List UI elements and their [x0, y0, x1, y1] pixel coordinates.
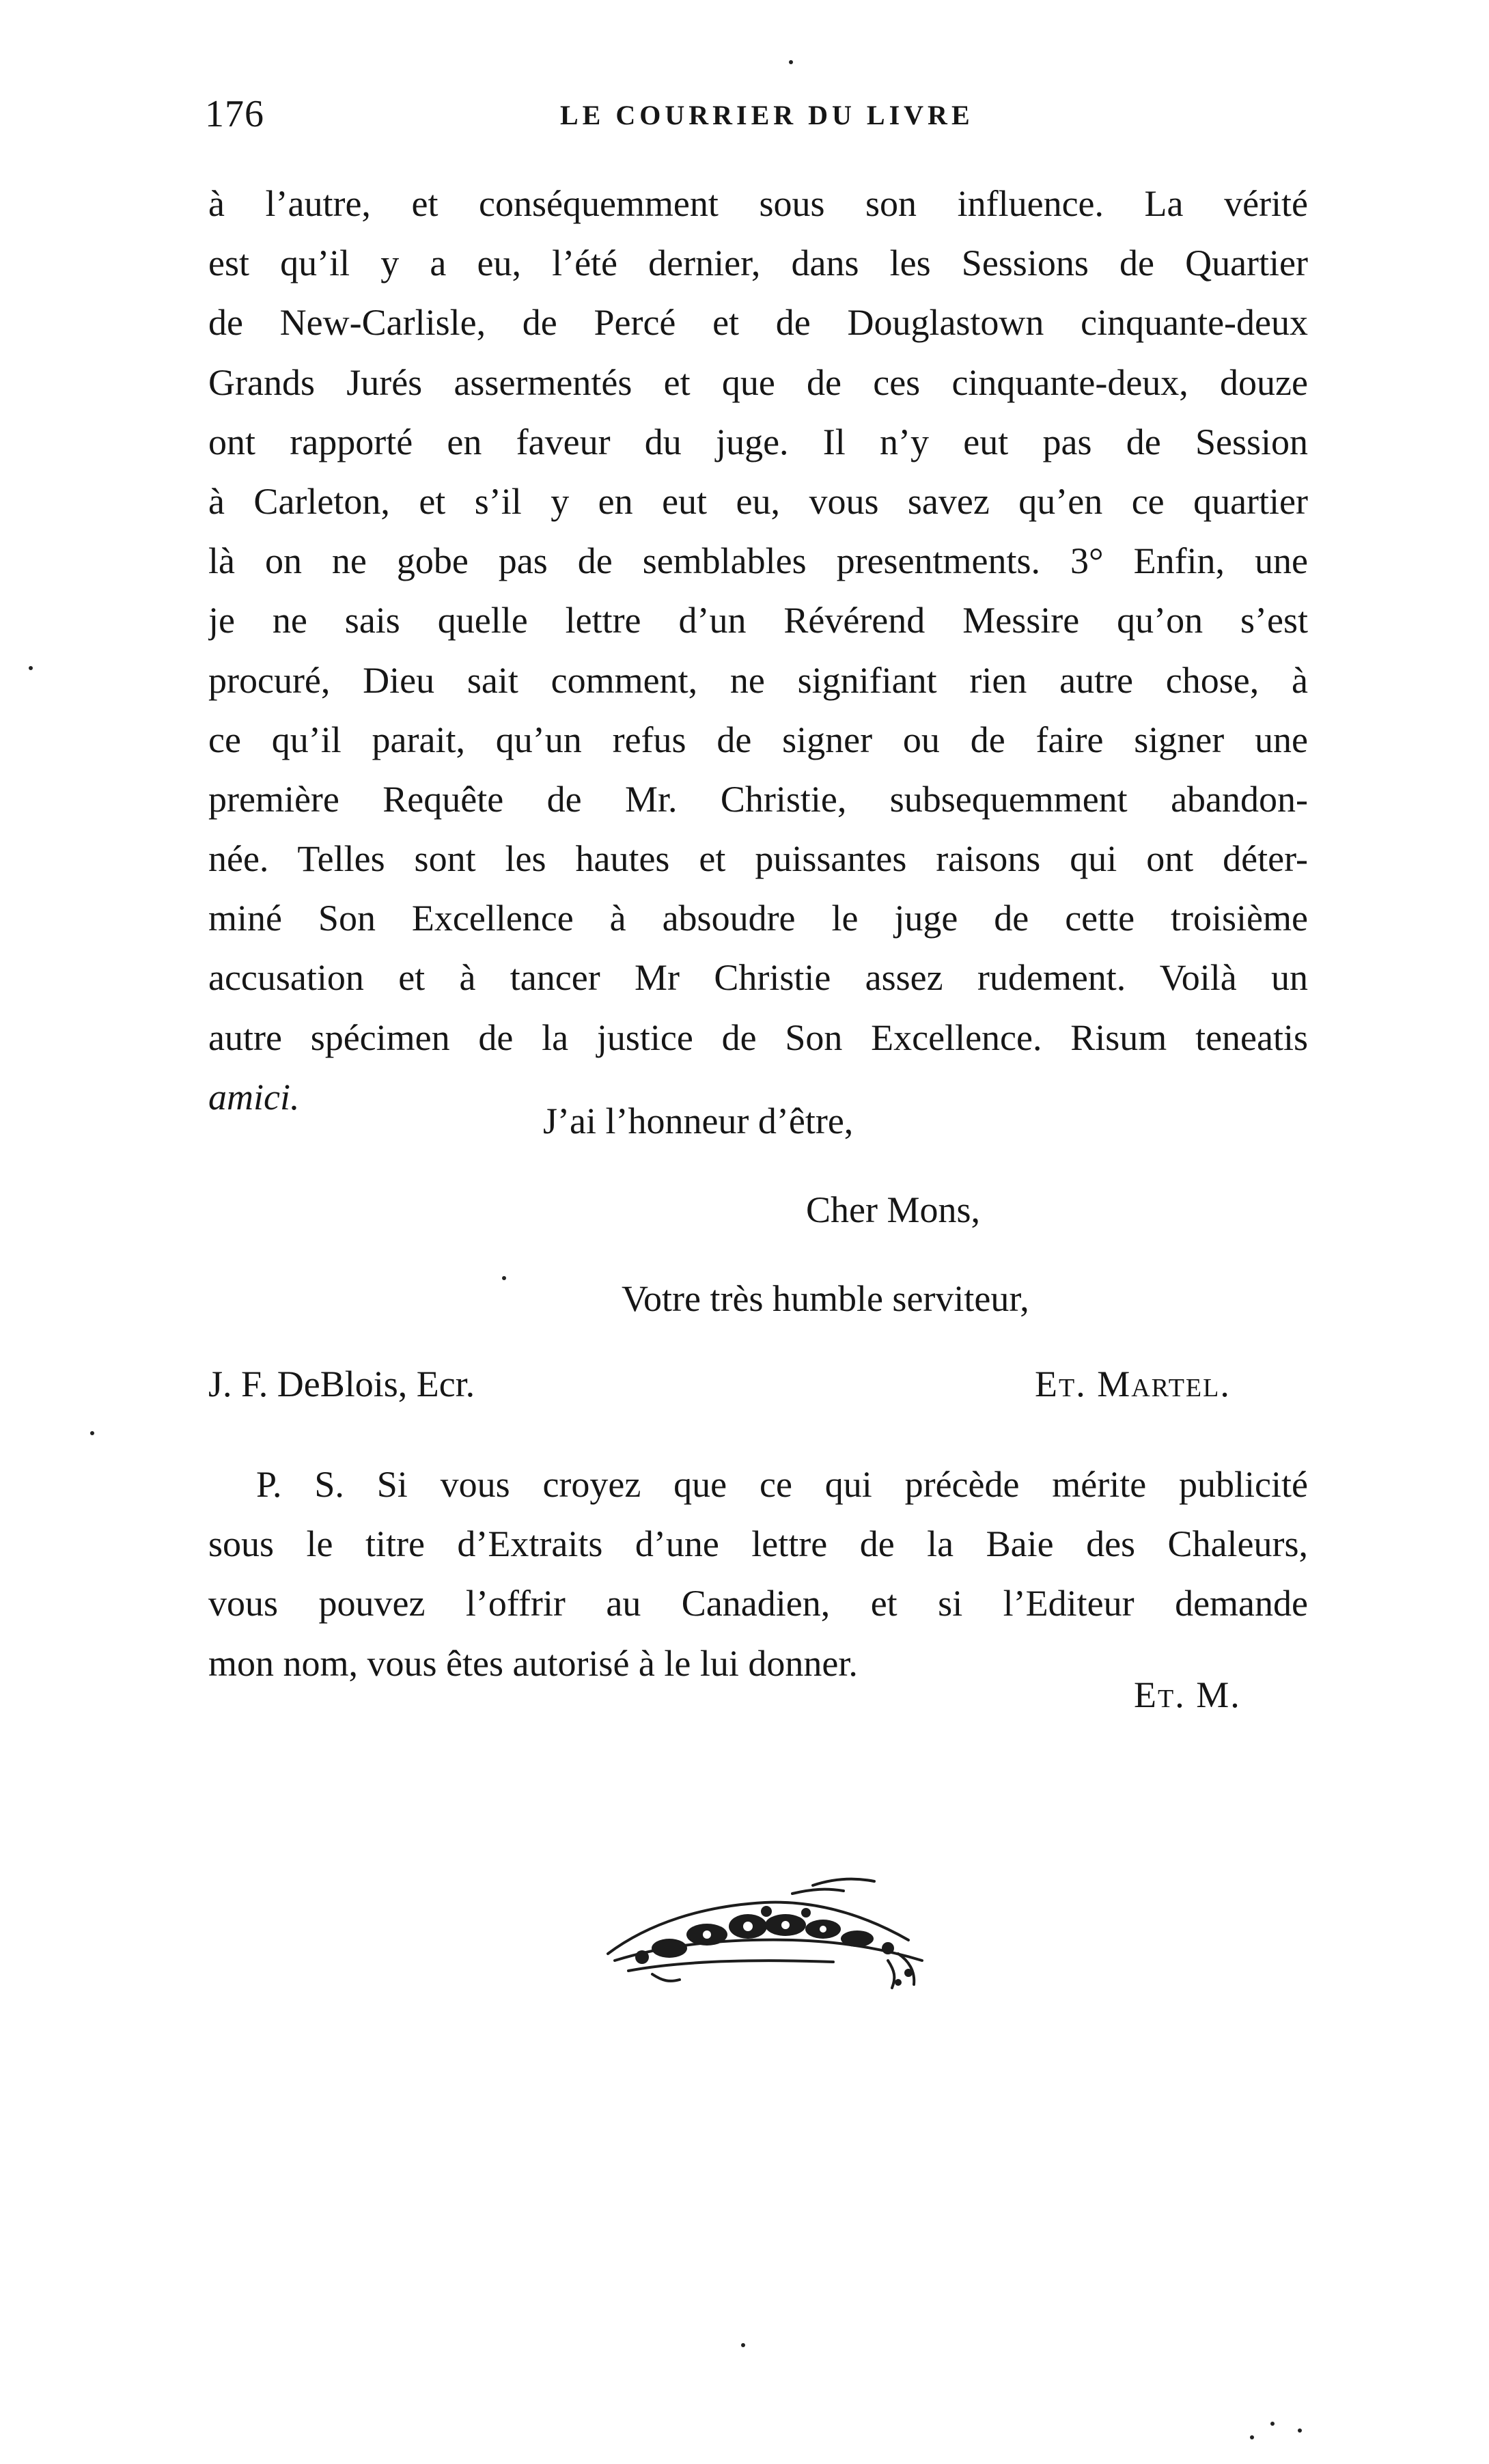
print-speck [1298, 2428, 1302, 2433]
running-title: LE COURRIER DU LIVRE [560, 100, 974, 130]
body-line: accusation et à tancer Mr Christie assez rudement. Voilà un [208, 957, 1308, 999]
postscript-line: P. S. Si vous croyez que ce qui précède mérite publicité [256, 1464, 1308, 1505]
print-speck [29, 666, 33, 670]
body-line: à l’autre, et conséquemment sous son influence. La vérité [208, 183, 1308, 224]
body-line: est qu’il y a eu, l’été dernier, dans les Sessions de Quartier [208, 243, 1308, 284]
body-line: amici. [208, 1076, 300, 1118]
signature: Et. Martel. [1035, 1363, 1231, 1404]
postscript-line: mon nom, vous êtes autorisé à le lui donner. [208, 1642, 858, 1684]
print-speck [1270, 2422, 1275, 2426]
closing-servant: Votre très humble serviteur, [622, 1278, 1029, 1319]
body-line: de New-Carlisle, de Percé et de Douglastown cinquante-deux [208, 302, 1308, 344]
body-line: à Carleton, et s’il y en eut eu, vous savez qu’en ce quartier [208, 480, 1308, 522]
postscript [208, 1455, 1308, 1693]
page-number: 176 [205, 93, 264, 135]
postscript-line: sous le titre d’Extraits d’une lettre de la Baie des Chaleurs, [208, 1523, 1308, 1565]
print-speck [1250, 2435, 1254, 2439]
letter-body [208, 174, 1308, 1127]
body-line: là on ne gobe pas de semblables presentments. 3° Enfin, une [208, 540, 1308, 582]
floral-ornament-icon [587, 1858, 943, 1995]
print-speck [789, 60, 793, 64]
body-line: ont rapporté en faveur du juge. Il n’y eut pas de Session [208, 421, 1308, 462]
body-line: procuré, Dieu sait comment, ne signifiant rien autre chose, à [208, 659, 1308, 701]
body-line: ce qu’il parait, qu’un refus de signer ou de faire signer une [208, 719, 1308, 760]
body-line: miné Son Excellence à absoudre le juge de cette troisième [208, 898, 1308, 939]
body-line: première Requête de Mr. Christie, subsequemment abandon- [208, 778, 1308, 820]
body-line: je ne sais quelle lettre d’un Révérend Messire qu’on s’est [208, 600, 1308, 641]
print-speck [741, 2343, 745, 2347]
closing-address: Cher Mons, [806, 1189, 980, 1230]
addressee: J. F. DeBlois, Ecr. [208, 1363, 475, 1404]
body-line: Grands Jurés assermentés et que de ces cinquante-deux, douze [208, 361, 1308, 403]
body-line: autre spécimen de la justice de Son Excellence. Risum teneatis [208, 1016, 1308, 1058]
print-speck [90, 1431, 94, 1435]
running-head [205, 92, 1298, 147]
postscript-initials: Et. M. [1134, 1674, 1241, 1715]
postscript-line: vous pouvez l’offrir au Canadien, et si l’Editeur demande [208, 1583, 1308, 1624]
print-speck [502, 1276, 506, 1280]
closing-salutation: J’ai l’honneur d’être, [543, 1101, 854, 1141]
body-line: née. Telles sont les hautes et puissantes raisons qui ont déter- [208, 838, 1308, 880]
